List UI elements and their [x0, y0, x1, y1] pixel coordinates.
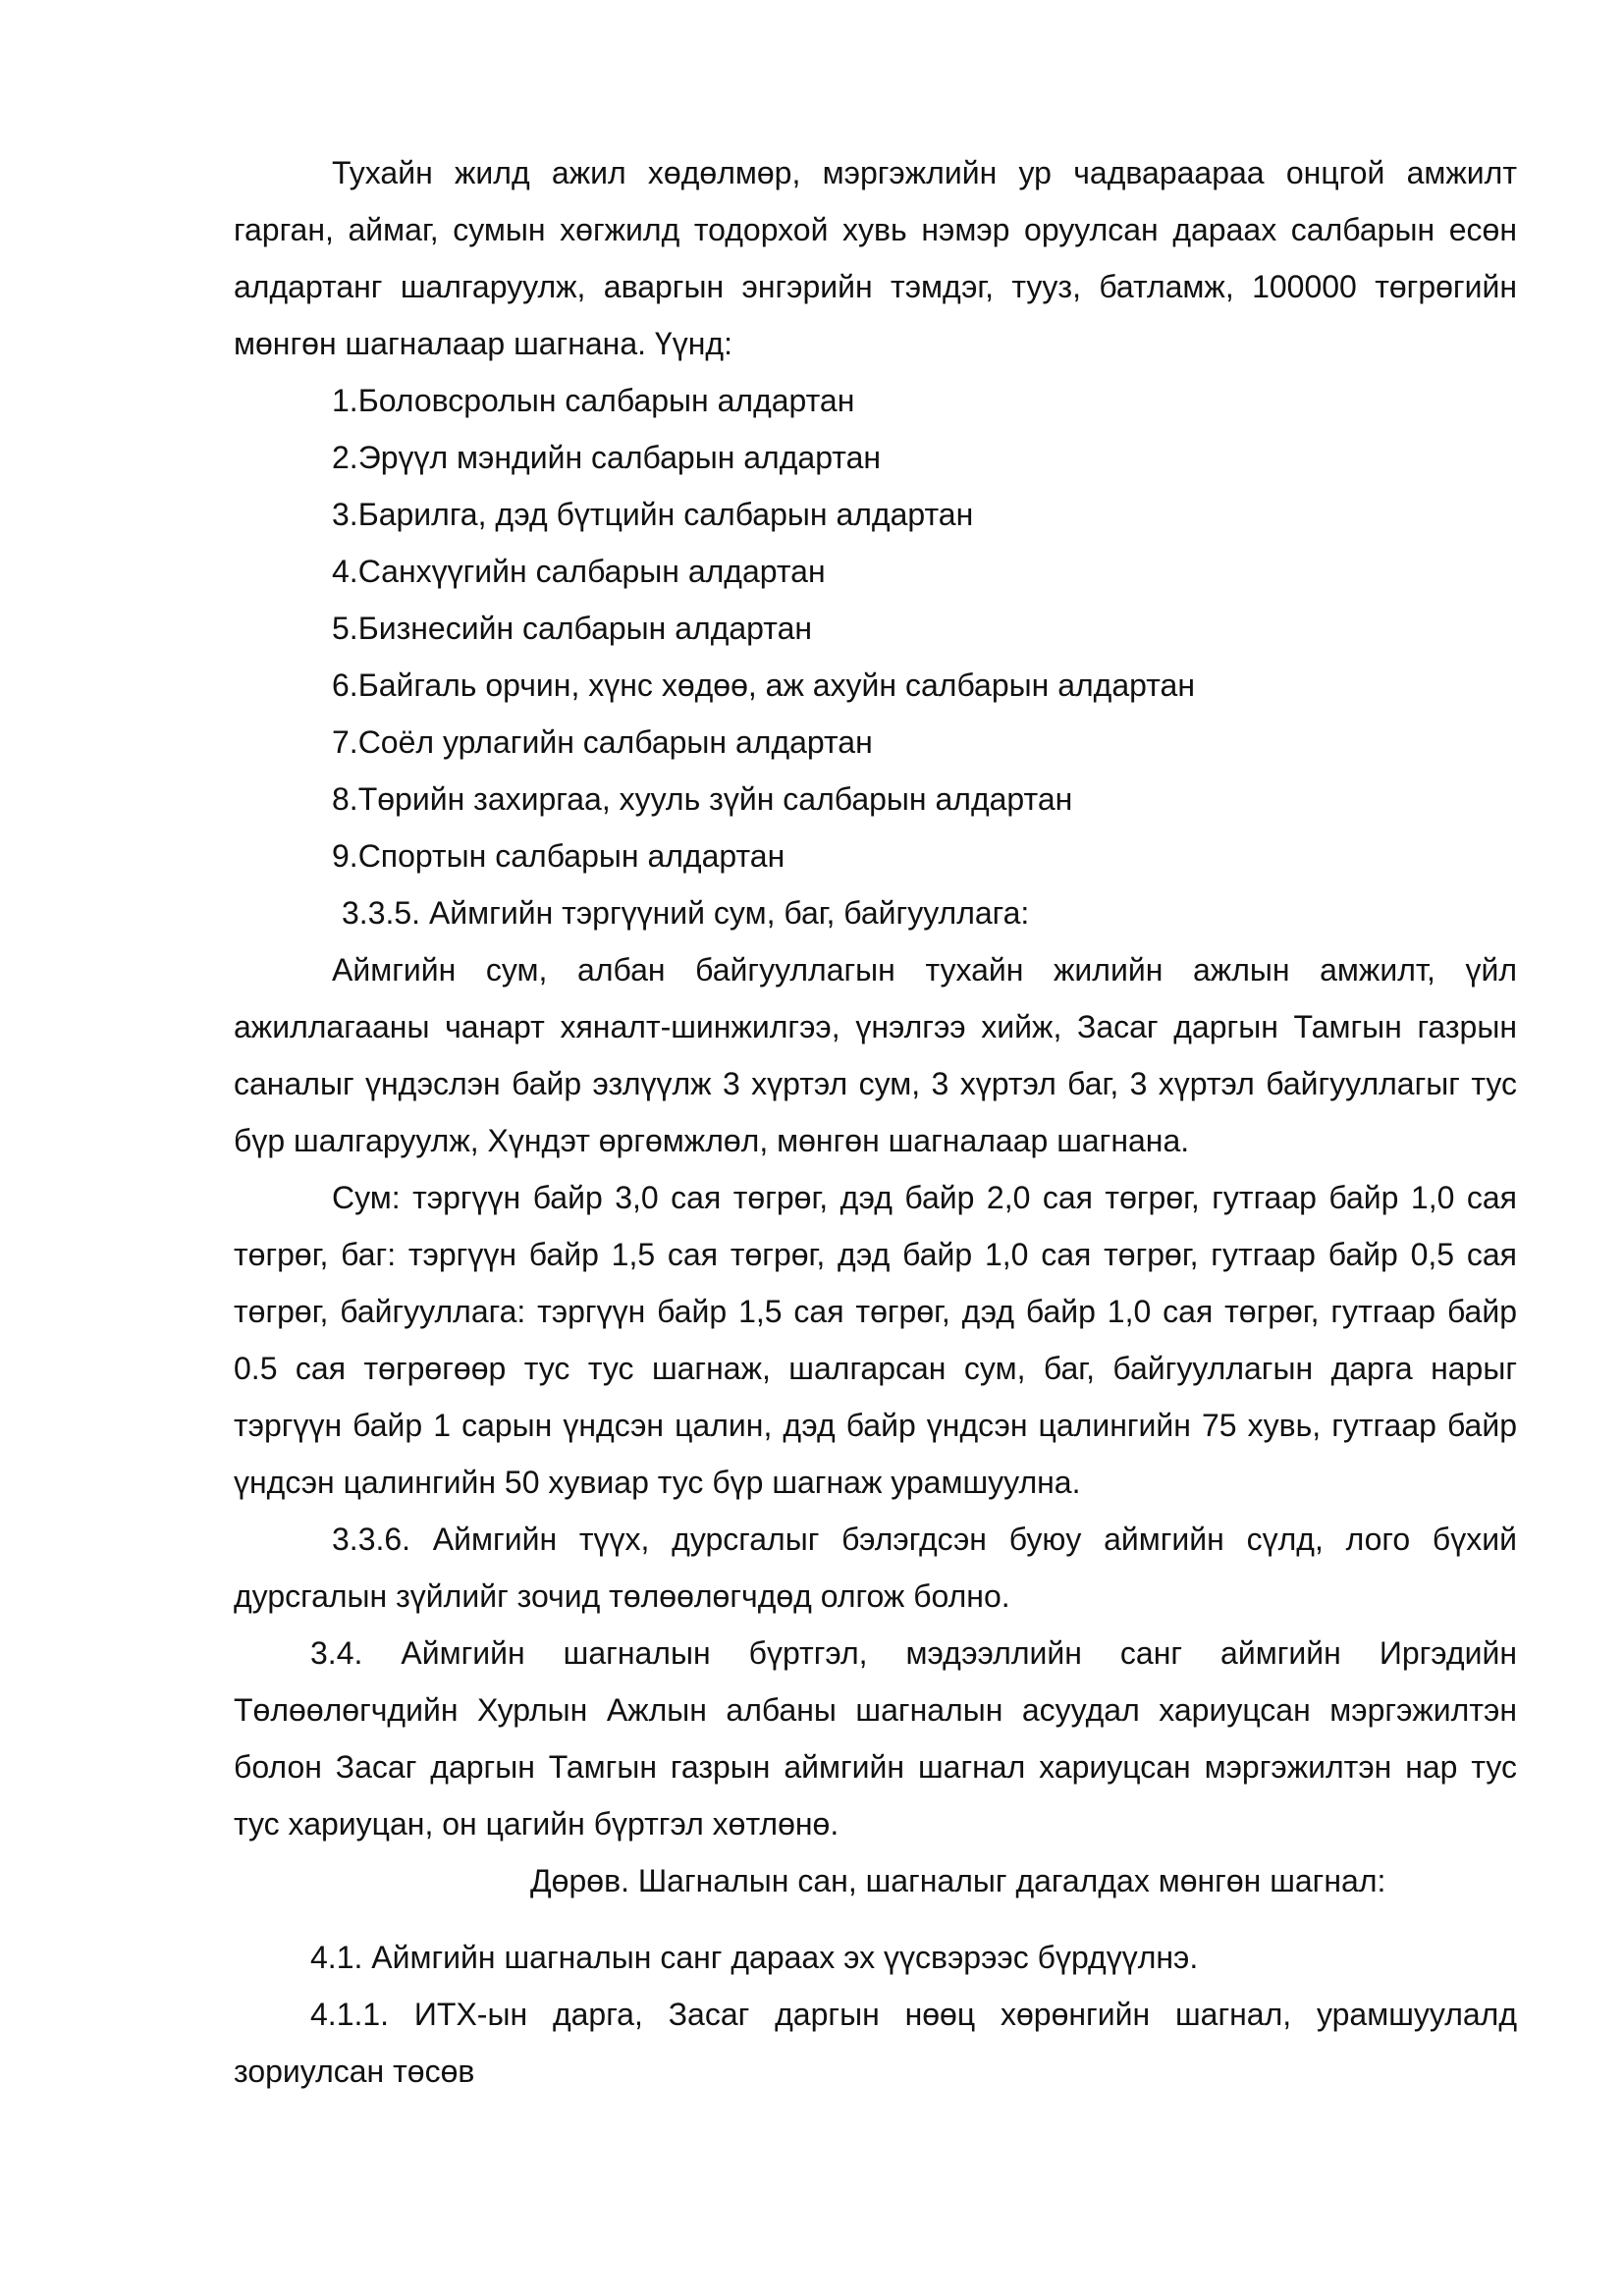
list-item: 6.Байгаль орчин, хүнс хөдөө, аж ахуйн салбарын алдартан [332, 667, 1195, 703]
list-item: 8.Төрийн захиргаа, хууль зүйн салбарын алдартан [332, 781, 1073, 817]
section-4-1-paragraph: 4.1. Аймгийн шагналын санг дараах эх үүсвэрээс бүрдүүлнэ. [310, 1940, 1199, 1975]
section-4-1-1-paragraph: 4.1.1. ИТХ-ын дарга, Засаг даргын нөөц хөрөнгийн шагнал, урамшуулалд зориулсан төсөв [234, 1997, 1517, 2089]
section-3-3-5-heading: 3.3.5. Аймгийн тэргүүний сум, баг, байгууллага: [342, 895, 1030, 931]
honoree-list [234, 372, 1517, 884]
intro-paragraph: Тухайн жилд ажил хөдөлмөр, мэргэжлийн ур чадвараараа онцгой амжилт гарган, аймаг, сумын хөгжилд тодорхой хувь нэмэр оруулсан дараах салбарын есөн алдартанг шалгаруулж, аваргын энгэрийн тэмдэг, тууз, батламж, 100000 төгрөгийн мөнгөн шагналаар шагнана. Үүнд: [234, 155, 1517, 361]
chapter-4-heading: Дөрөв. Шагналын сан, шагналыг дагалдах мөнгөн шагнал: [530, 1863, 1386, 1898]
section-3-3-5-paragraph-2: Сум: тэргүүн байр 3,0 сая төгрөг, дэд байр 2,0 сая төгрөг, гутгаар байр 1,0 сая төгрөг, баг: тэргүүн байр 1,5 сая төгрөг, дэд байр 1,0 сая төгрөг, гутгаар байр 0,5 сая төгрөг, байгууллага: тэргүүн байр 1,5 сая төгрөг, дэд байр 1,0 сая төгрөг, гутгаар байр 0.5 сая төгрөгөөр тус тус шагнаж, шалгарсан сум, баг, байгууллагын дарга нарыг тэргүүн байр 1 сарын үндсэн цалин, дэд байр үндсэн цалингийн 75 хувь, гутгаар байр үндсэн цалингийн 50 хувиар тус бүр шагнаж урамшуулна. [234, 1180, 1517, 1500]
list-item: 5.Бизнесийн салбарын алдартан [332, 611, 813, 646]
section-3-3-6-paragraph: 3.3.6. Аймгийн түүх, дурсгалыг бэлэгдсэн буюу аймгийн сүлд, лого бүхий дурсгалын зүйлийг зочид төлөөлөгчдөд олгож болно. [234, 1522, 1517, 1614]
list-item: 9.Спортын салбарын алдартан [332, 838, 785, 874]
section-3-4-paragraph: 3.4. Аймгийн шагналын бүртгэл, мэдээллийн санг аймгийн Иргэдийн Төлөөлөгчдийн Хурлын Ажлын албаны шагналын асуудал хариуцсан мэргэжилтэн болон Засаг даргын Тамгын газрын аймгийн шагнал хариуцсан мэргэжилтэн нар тус тус хариуцан, он цагийн бүртгэл хөтлөнө. [234, 1635, 1517, 1842]
list-item: 4.Санхүүгийн салбарын алдартан [332, 554, 826, 589]
list-item: 1.Боловсролын салбарын алдартан [332, 383, 855, 418]
document-body [234, 144, 1517, 2100]
list-item: 7.Соёл урлагийн салбарын алдартан [332, 724, 873, 760]
list-item: 2.Эрүүл мэндийн салбарын алдартан [332, 440, 882, 475]
list-item: 3.Барилга, дэд бүтцийн салбарын алдартан [332, 497, 974, 532]
section-3-3-5-paragraph-1: Аймгийн сум, албан байгууллагын тухайн жилийн ажлын амжилт, үйл ажиллагааны чанарт хяналт-шинжилгээ, үнэлгээ хийж, Засаг даргын Тамгын газрын саналыг үндэслэн байр эзлүүлж 3 хүртэл сум, 3 хүртэл баг, 3 хүртэл байгууллагыг тус бүр шалгаруулж, Хүндэт өргөмжлөл, мөнгөн шагналаар шагнана. [234, 952, 1517, 1158]
